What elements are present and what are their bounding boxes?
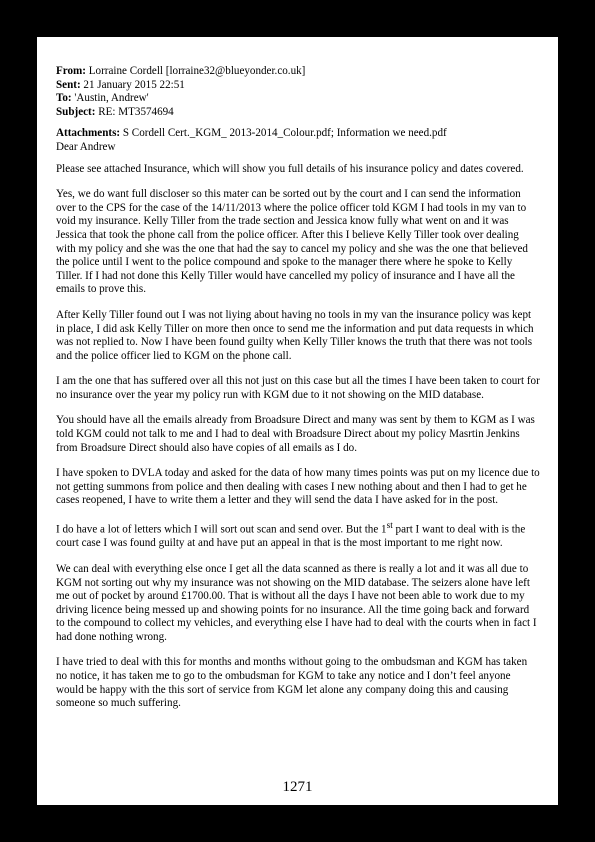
- email-content: [56, 65, 540, 723]
- body-paragraph-1: Please see attached Insurance, which will show you full details of his insurance policy and dates covered.: [56, 162, 524, 175]
- email-header: [56, 65, 540, 155]
- sent-line: [56, 79, 540, 93]
- subject-label: Subject:: [56, 105, 96, 118]
- p7-superscript: st: [386, 521, 393, 532]
- to-value: 'Austin, Andrew': [71, 92, 149, 105]
- sent-label: Sent:: [56, 78, 81, 91]
- body-paragraph-4: I am the one that has suffered over all this not just on this case but all the times I have been taken to court for no insurance over the year my policy run with KGM due to it not showing on the MID database.: [56, 375, 540, 401]
- attachments-label: Attachments:: [56, 127, 121, 140]
- body-paragraph-2: Yes, we do want full discloser so this mater can be sorted out by the court and I can send the information over to the CPS for the case of the 14/11/2013 where the police officer told KGM I had tools in my van to void my insurance. Kelly Tiller from the trade section and Jessica know fully what went on and it was Jessica that took the phone call from the police officer. After this I believe Kelly Tiller took over dealing with my policy and she was the one that had the say to cancel my policy and she was the one that believed the police until I went to the police compound and spoke to the manager there where he spoke to Kelly Tiller. If I had not done this Kelly Tiller would have cancelled my policy of insurance and I have all the emails to prove this.: [56, 188, 528, 296]
- subject-line: [56, 106, 540, 120]
- body-paragraph-8: We can deal with everything else once I get all the data scanned as there is really a lot and it was all due to KGM not sorting out why my insurance was not showing on the MID database. The seizers alone have left me out of pocket by around £1700.00. That is without all the days I have not been able to work due to my driving licence being messed up and showing points for no insurance. All the time going back and forward to the compound to collect my vehicles, and everything else I have had to deal with the courts when in fact I had done nothing wrong.: [56, 562, 537, 643]
- subject-value: RE: MT3574694: [95, 105, 174, 118]
- from-label: From:: [56, 65, 86, 77]
- from-value: Lorraine Cordell [lorraine32@blueyonder.co.uk]: [85, 65, 306, 77]
- p7-text-after: part I want to deal with is the court case I was found guilty at and have put an appeal in that is the most important to me right now.: [56, 523, 526, 550]
- attachments-line: [56, 127, 540, 141]
- from-line: [56, 65, 540, 79]
- greeting: Dear Andrew: [56, 140, 116, 153]
- page-number: 1271: [282, 779, 313, 795]
- document-page: [37, 37, 558, 805]
- body-paragraph-3: After Kelly Tiller found out I was not liying about having no tools in my van the insurance policy was kept in place, I did ask Kelly Tiller on more then once to send me the information and put data requests in which was not replied to. Now I have been found guilty when Kelly Tiller knows the truth that there was not tools and the police officer lied to KGM on the phone call.: [56, 308, 534, 362]
- body-paragraph-6: I have spoken to DVLA today and asked for the data of how many times points was put on my licence due to not getting summons from police and then dealing with cases I new nothing about and then I had to get he cases reopened, I have to write them a letter and they will send the data I have asked for in the post.: [56, 467, 540, 507]
- p7-text-before: I do have a lot of letters which I will sort out scan and send over. But the 1: [56, 523, 387, 536]
- body-paragraph-7: [56, 520, 540, 551]
- body-paragraph-9: I have tried to deal with this for months and months without going to the ombudsman and KGM has taken no notice, it has taken me to go to the ombudsman for KGM to take any notice and I don’t feel anyone would be happy with the this sort of service from KGM let alone any company doing this and causing someone so much suffering.: [56, 656, 528, 710]
- attachments-value: S Cordell Cert._KGM_ 2013-2014_Colour.pdf; Information we need.pdf: [120, 127, 447, 140]
- to-line: [56, 92, 540, 106]
- sent-value: 21 January 2015 22:51: [80, 78, 185, 91]
- body-paragraph-5: You should have all the emails already from Broadsure Direct and many was sent by them to KGM as I was told KGM could not talk to me and I had to deal with Broadsure Direct about my policy Masrtin Jenkins from Broadsure Direct should also have copies of all emails as I do.: [56, 414, 535, 454]
- to-label: To:: [56, 92, 72, 105]
